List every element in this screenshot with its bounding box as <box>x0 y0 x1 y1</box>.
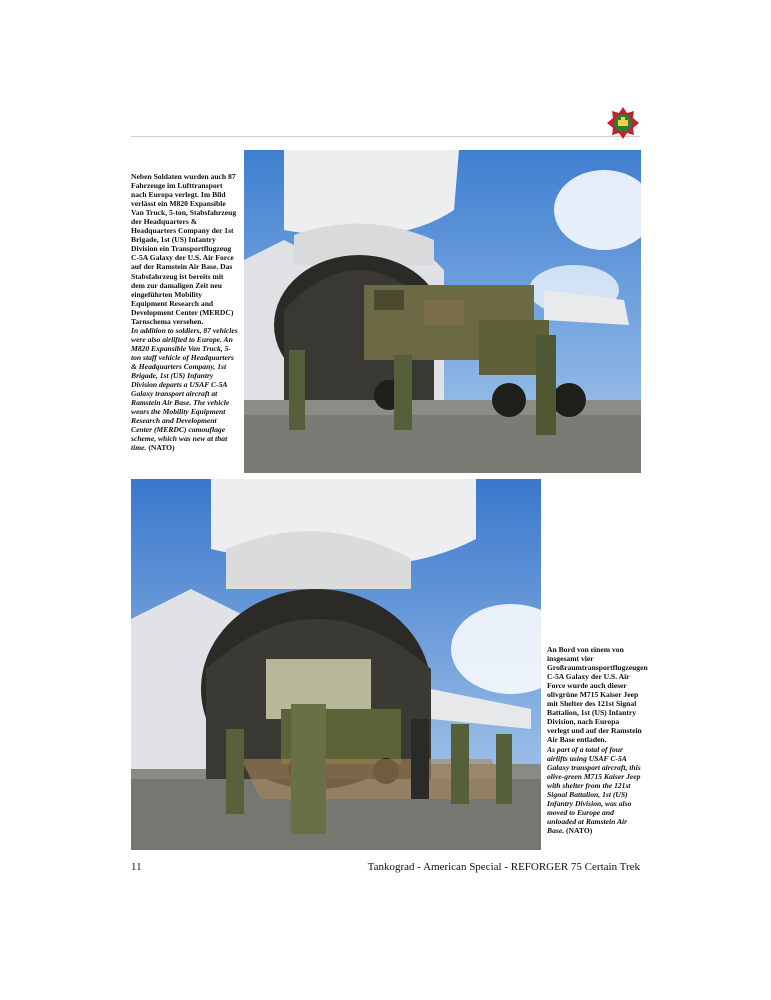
caption-top-credit: (NATO) <box>148 443 175 453</box>
caption-top-english: In addition to soldiers, 87 vehicles were also airlifted to Europe. An M820 Expansible Van Truck, 5-ton staff vehicle of Headquarters & Headquarters Company, 1st Brigade, 1st (US) Infantry Division departs a USAF C-5A Galaxy transport aircraft at Ramstein Air Base. The vehicle wears the Mobility Equipment Research and Development Center (MERDC) camouflage scheme, which was new at that time. <box>131 325 238 453</box>
caption-top <box>131 172 239 452</box>
caption-bottom-english: As part of a total of four airlifts using USAF C-5A Galaxy transport aircraft, this olive-green M715 Kaiser Jeep with shelter from the 121st Signal Battalion, 1st (US) Infantry Division, was also moved to Europe and unloaded at Ramstein Air Base. <box>547 744 641 835</box>
caption-top-german: Neben Soldaten wurden auch 87 Fahrzeuge im Lufttransport nach Europa verlegt. Im Bild verlässt ein M820 Expansible Van Truck, 5-ton, Stabsfahrzeug der Headquarters & Headquarters Company der 1st Brigade, 1st (US) Infantry Division ein Transportflugzeug C-5A Galaxy der U.S. Air Force auf der Ramstein Air Base. Das Stabsfahrzeug ist bereits mit dem zur damaligen Zeit neu eingeführten Mobility Equipment Research and Development Center (MERDC) Tarnschema versehen. <box>131 172 237 326</box>
header-rule <box>131 136 640 137</box>
photo-m715-kaiser-jeep <box>131 479 541 850</box>
photo-m820-van-truck <box>244 150 641 473</box>
caption-bottom-credit: (NATO) <box>566 825 593 835</box>
page-number: 11 <box>131 861 142 873</box>
caption-bottom-german: An Bord von einem von insgesamt vier Großraumtransportflugzeugen C-5A Galaxy der U.S. Air Force wurde auch dieser olivgrüne M715 Kaiser Jeep mit Shelter des 121st Signal Battalion, 1st (US) Infantry Division, nach Europa verlegt und auf der Ramstein Air Base entladen. <box>547 645 648 745</box>
caption-bottom <box>547 645 648 835</box>
division-insignia-icon <box>606 106 640 140</box>
running-title: Tankograd - American Special - REFORGER 75 Certain Trek <box>367 861 640 873</box>
